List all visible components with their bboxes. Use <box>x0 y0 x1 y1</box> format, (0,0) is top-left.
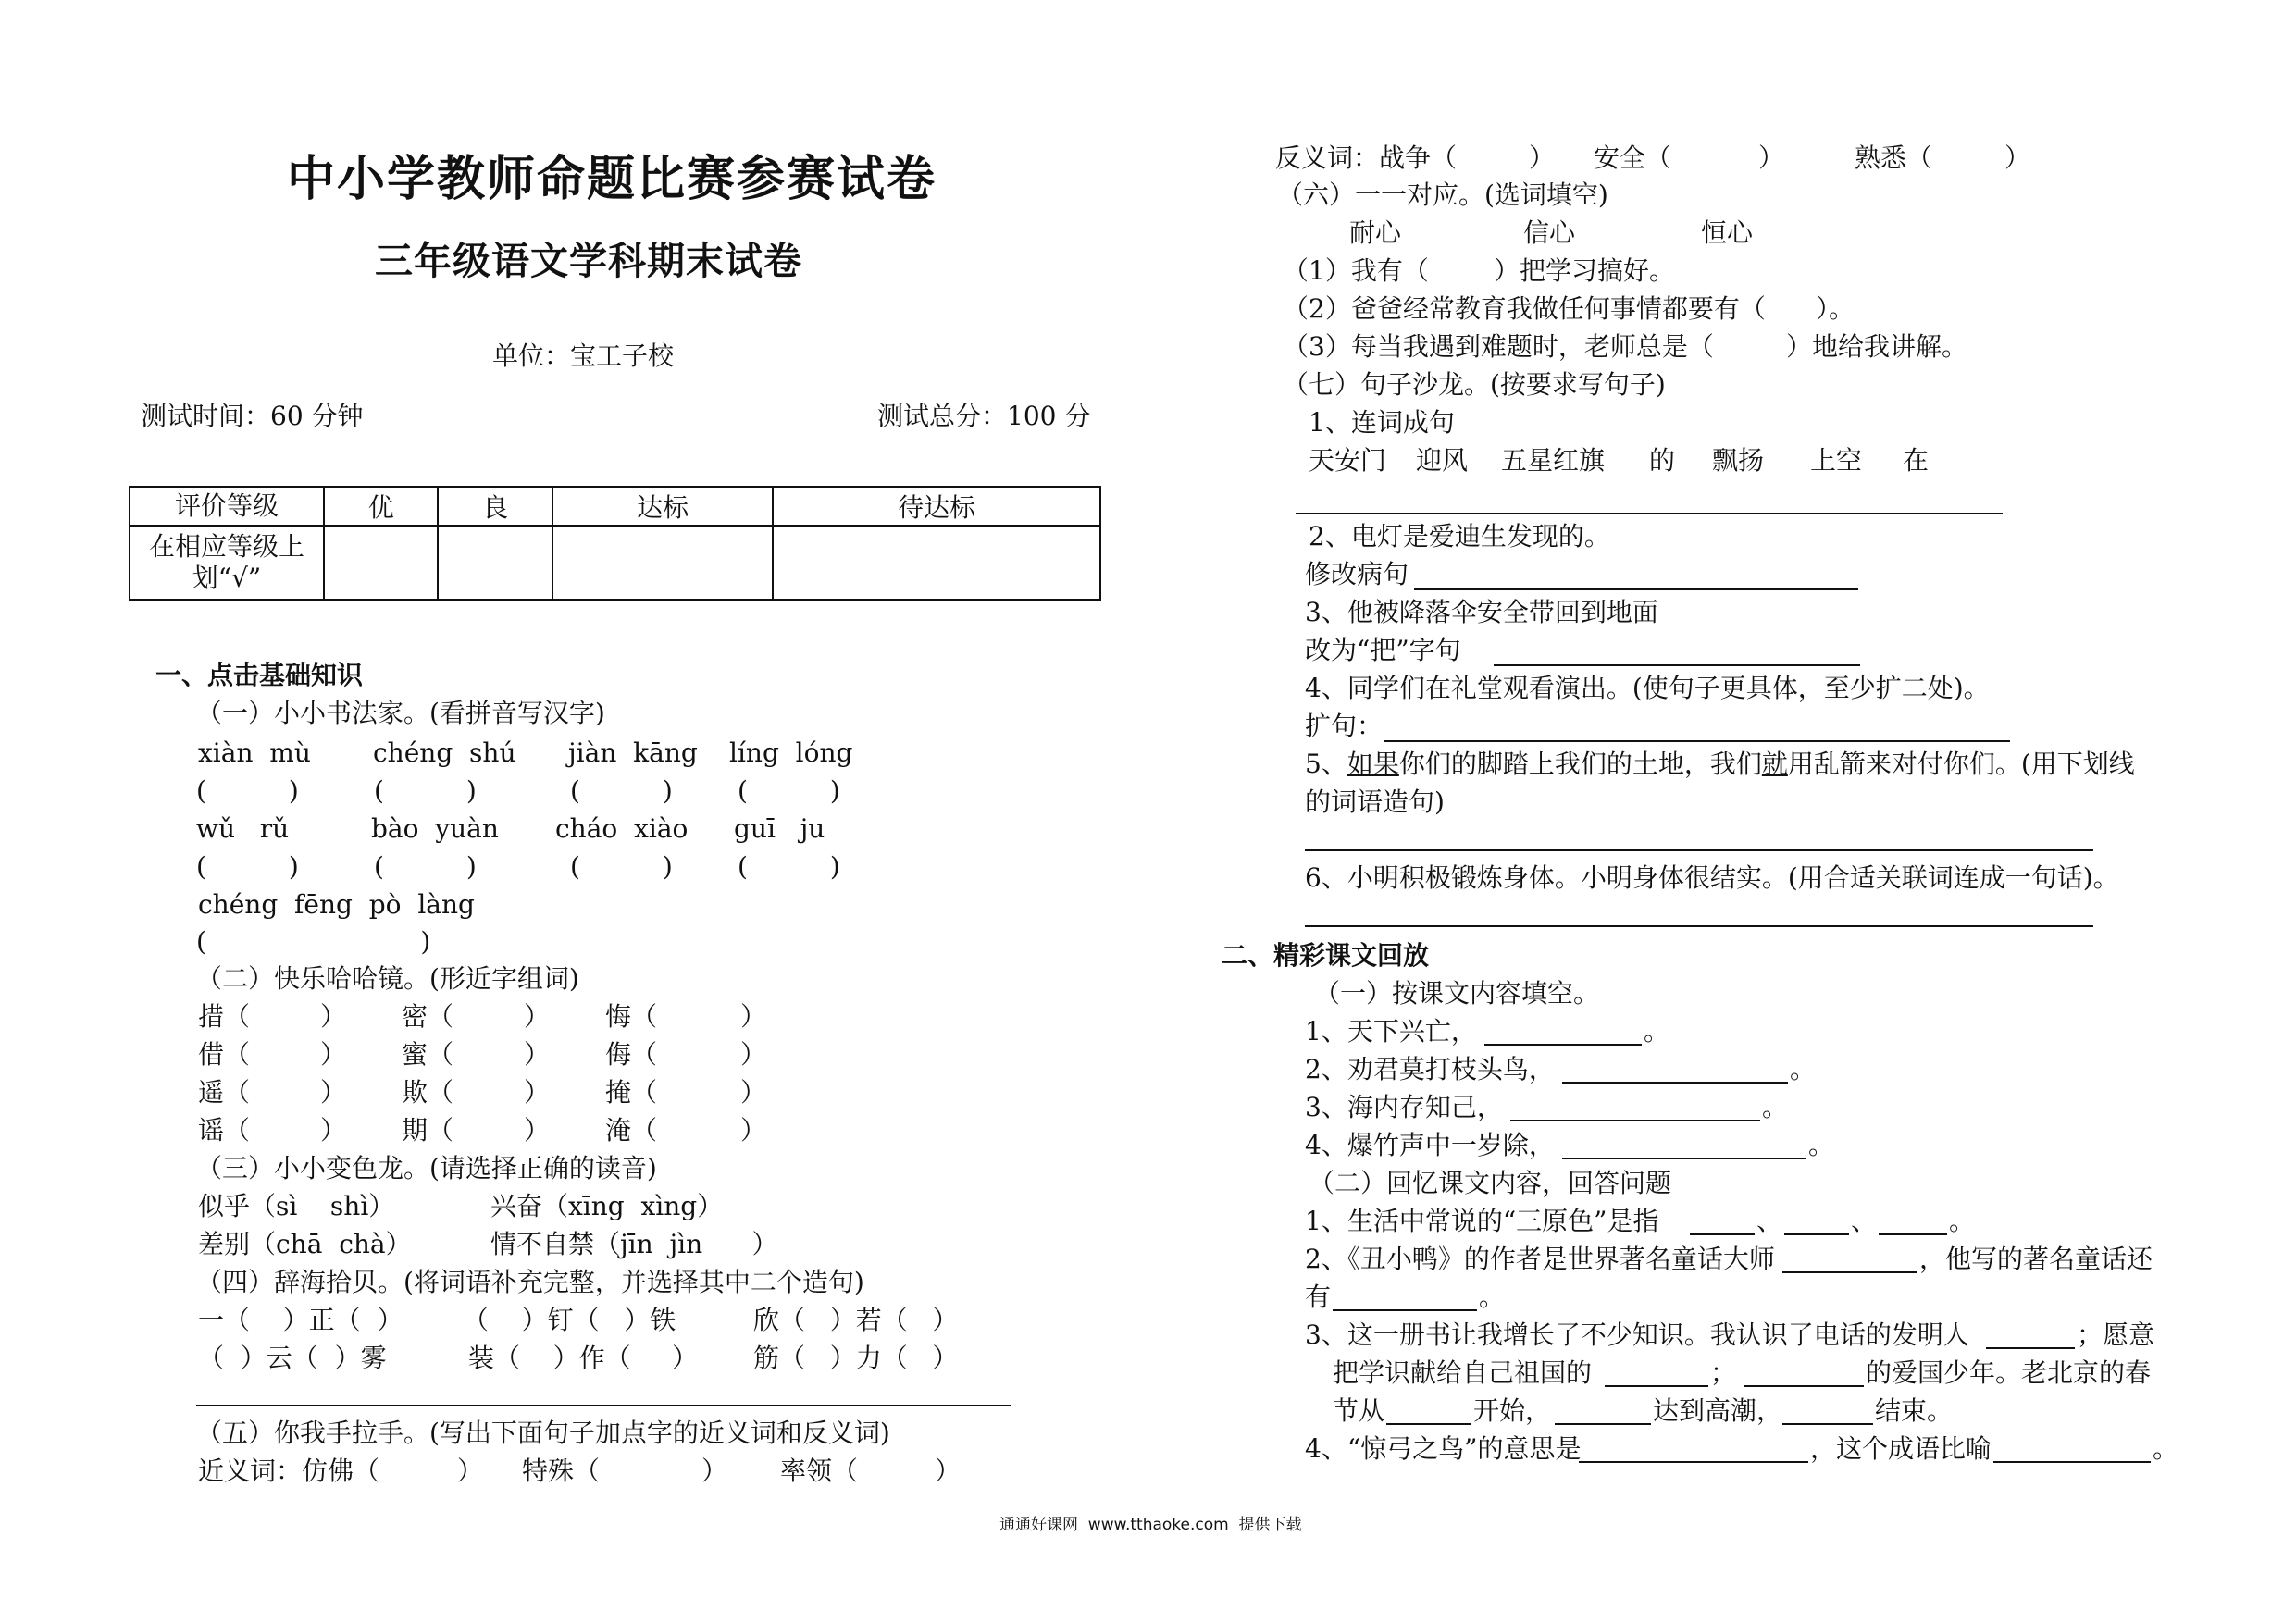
recall-text: 把学识献给自己祖国的 <box>1333 1357 1593 1388</box>
fill-sentence: ）。 <box>1816 293 1855 324</box>
char-paren[interactable]: ） <box>740 1001 767 1032</box>
recall-text: 有 <box>1305 1282 1332 1312</box>
q7-item: 2、电灯是爱迪生发现的。 <box>1309 521 1610 551</box>
fill-sentence: ）把学习搞好。 <box>1494 255 1676 286</box>
s2-q1-title: （一）按课文内容填空。 <box>1314 978 1600 1009</box>
answer-blank[interactable]: ( ) <box>196 926 431 957</box>
antonym-paren[interactable]: ） <box>2004 142 2031 173</box>
recall-text: 结束。 <box>1875 1395 1954 1426</box>
answer-line[interactable] <box>1562 1082 1788 1084</box>
poem-line: 4、爆竹声中一岁除， <box>1305 1130 1555 1160</box>
grade-row-label <box>130 526 324 600</box>
char-item: 欺（ <box>402 1077 454 1108</box>
recall-text: 3、这一册书让我增长了不少知识。我认识了电话的发明人 <box>1305 1319 1969 1350</box>
answer-line[interactable] <box>1605 1385 1708 1387</box>
jumbled-word: 的 <box>1649 445 1676 476</box>
synonym-label: 率领（ <box>780 1456 859 1486</box>
char-paren[interactable]: ） <box>320 1039 347 1070</box>
reading-item[interactable]: 似乎（sì shì） <box>198 1191 395 1221</box>
char-item: 遥（ <box>198 1077 251 1108</box>
section-1-title: 一、点击基础知识 <box>155 660 364 690</box>
char-paren[interactable]: ） <box>524 1115 551 1146</box>
answer-line[interactable] <box>1986 1347 2075 1349</box>
q7-item: 4、同学们在礼堂观看演出。(使句子更具体，至少扩二处)。 <box>1305 673 1990 703</box>
recall-text: ； <box>1710 1357 1737 1388</box>
grade-cell[interactable] <box>552 526 774 600</box>
q3-title: （三）小小变色龙。(请选择正确的读音) <box>196 1153 657 1183</box>
answer-line[interactable] <box>1414 588 1858 590</box>
q7-5-part: 5、 <box>1305 749 1347 779</box>
q7-item-label: 修改病句 <box>1305 559 1409 589</box>
char-paren[interactable]: ） <box>320 1115 347 1146</box>
answer-blank[interactable]: ( ) <box>738 851 840 882</box>
answer-line[interactable] <box>1555 1423 1651 1425</box>
idiom-item[interactable]: 筋（ ）力（ ） <box>753 1343 959 1373</box>
grade-header: 良 <box>438 487 552 526</box>
q7-item-label: 扩句： <box>1305 711 1384 741</box>
jumbled-word: 迎风 <box>1416 445 1469 476</box>
grade-row-label-line1: 在相应等级上 <box>148 531 304 563</box>
recall-text: 节从 <box>1333 1395 1385 1426</box>
test-total: 测试总分：100 分 <box>877 401 1091 431</box>
char-item: 借（ <box>198 1039 251 1070</box>
recall-text: 。 <box>1479 1282 1506 1312</box>
answer-line[interactable] <box>1296 513 2003 514</box>
answer-line[interactable] <box>1782 1271 1917 1273</box>
answer-line[interactable] <box>1333 1309 1477 1311</box>
recall-text: 开始， <box>1473 1395 1552 1426</box>
reading-item[interactable]: 差别（chā chà） <box>198 1229 412 1259</box>
answer-blank[interactable]: ( ) <box>738 775 840 806</box>
s2-q2-title: （二）回忆课文内容，回答问题 <box>1309 1168 1672 1198</box>
answer-line[interactable] <box>1494 664 1860 666</box>
recall-text: 4、“惊弓之鸟”的意思是 <box>1305 1433 1582 1464</box>
idiom-item[interactable]: 装（ ）作（ ） <box>468 1343 699 1373</box>
char-paren[interactable]: ） <box>524 1001 551 1032</box>
poem-end: 。 <box>1808 1130 1835 1160</box>
recall-text: 1、生活中常说的“三原色”是指 <box>1305 1206 1659 1236</box>
word-option: 信心 <box>1523 217 1576 248</box>
char-item: 密（ <box>402 1001 454 1032</box>
antonym-label: 安全（ <box>1594 142 1672 173</box>
q1-title: （一）小小书法家。(看拼音写汉字) <box>196 698 605 728</box>
answer-line[interactable] <box>1305 849 2093 851</box>
grade-cell[interactable] <box>773 526 1100 600</box>
reading-item[interactable]: 兴奋（xīng xìng） <box>490 1191 724 1221</box>
answer-blank[interactable]: ( ) <box>196 775 299 806</box>
idiom-item[interactable]: （ ）钉（ ）铁 <box>463 1305 676 1335</box>
idiom-item[interactable]: 欣（ ）若（ ） <box>753 1305 959 1335</box>
grade-table <box>129 486 1101 601</box>
poem-end: 。 <box>1762 1092 1789 1122</box>
grade-header: 优 <box>324 487 438 526</box>
answer-line[interactable] <box>1690 1233 1755 1235</box>
fill-sentence: （3）每当我遇到难题时，老师总是（ <box>1283 331 1714 362</box>
jumbled-word: 飘扬 <box>1712 445 1765 476</box>
grade-header: 评价等级 <box>130 487 324 526</box>
underlined-word: 如果 <box>1347 749 1399 779</box>
synonym-label: 特殊（ <box>522 1456 601 1486</box>
pinyin: jiàn kāng <box>568 737 698 768</box>
answer-line[interactable] <box>1386 1423 1471 1425</box>
char-item: 蜜（ <box>402 1039 454 1070</box>
poem-line: 2、劝君莫打枝头鸟， <box>1305 1054 1555 1084</box>
exam-subtitle: 三年级语文学科期末试卷 <box>375 239 802 283</box>
fill-sentence: （2）爸爸经常教育我做任何事情都要有（ <box>1283 293 1766 324</box>
fill-sentence: ）地给我讲解。 <box>1786 331 1968 362</box>
q7-item-5 <box>1305 751 2135 777</box>
q7-item-5-cont: 的词语造句) <box>1305 787 1445 817</box>
section-2-title: 二、精彩课文回放 <box>1222 940 1430 971</box>
antonym-paren[interactable]: ） <box>1758 142 1785 173</box>
answer-line[interactable] <box>1782 1423 1873 1425</box>
recall-text: 的爱国少年。老北京的春 <box>1866 1357 2152 1388</box>
grade-cell[interactable] <box>324 526 438 600</box>
q7-item: 1、连词成句 <box>1309 407 1455 438</box>
answer-line[interactable] <box>1579 1461 1808 1463</box>
recall-text: 2、《丑小鸭》的作者是世界著名童话大师 <box>1305 1244 1775 1274</box>
answer-line[interactable] <box>1510 1120 1760 1121</box>
answer-line[interactable] <box>1879 1233 1947 1235</box>
answer-line[interactable] <box>1484 1044 1642 1046</box>
grade-header: 待达标 <box>773 487 1100 526</box>
grade-row-label-line2: 划“√” <box>192 563 262 593</box>
pinyin: guī ju <box>734 813 825 844</box>
char-item: 掩（ <box>605 1077 658 1108</box>
synonym-label: 近义词：仿佛（ <box>198 1456 380 1486</box>
answer-blank[interactable]: ( ) <box>374 851 477 882</box>
answer-line[interactable] <box>1305 925 2093 927</box>
char-paren[interactable]: ） <box>740 1039 767 1070</box>
idiom-item[interactable]: （ ）云（ ）雾 <box>198 1343 387 1373</box>
antonym-paren[interactable]: ） <box>1529 142 1556 173</box>
q7-item-label: 改为“把”字句 <box>1305 635 1461 665</box>
antonym-label: 熟悉（ <box>1855 142 1933 173</box>
q2-title: （二）快乐哈哈镜。(形近字组词) <box>196 963 579 994</box>
answer-blank[interactable]: ( ) <box>570 851 673 882</box>
q4-title: （四）辞海拾贝。(将词语补充完整，并选择其中二个造句) <box>196 1267 864 1297</box>
char-paren[interactable]: ） <box>524 1077 551 1108</box>
recall-text: 、 <box>1851 1206 1878 1236</box>
recall-text: ，这个成语比喻 <box>1810 1433 1992 1464</box>
jumbled-word: 上空 <box>1810 445 1863 476</box>
q5-title: （五）你我手拉手。(写出下面句子加点字的近义词和反义词) <box>196 1418 890 1448</box>
reading-item[interactable]: 情不自禁（jīn jìn ） <box>490 1229 778 1259</box>
char-paren[interactable]: ） <box>320 1077 347 1108</box>
answer-line[interactable] <box>1784 1233 1849 1235</box>
idiom-item[interactable]: 一（ ）正（ ） <box>198 1305 403 1335</box>
q7-title: （七）句子沙龙。(按要求写句子) <box>1283 369 1666 400</box>
test-time: 测试时间：60 分钟 <box>141 401 364 431</box>
fill-sentence: （1）我有（ <box>1283 255 1429 286</box>
recall-text: ，他写的著名童话还 <box>1919 1244 2153 1274</box>
word-option: 耐心 <box>1349 217 1402 248</box>
exam-title: 中小学教师命题比赛参赛试卷 <box>287 151 937 207</box>
answer-line[interactable] <box>1993 1461 2151 1463</box>
synonym-paren[interactable]: ） <box>701 1456 728 1486</box>
recall-text: ；愿意 <box>2077 1319 2155 1350</box>
recall-text: 达到高潮， <box>1653 1395 1783 1426</box>
poem-line: 3、海内存知己， <box>1305 1092 1503 1122</box>
recall-text: 。 <box>1949 1206 1976 1236</box>
char-item: 淹（ <box>605 1115 658 1146</box>
school-unit: 单位：宝工子校 <box>492 341 675 371</box>
char-paren[interactable]: ） <box>320 1001 347 1032</box>
poem-end: 。 <box>1644 1016 1670 1047</box>
underlined-word: 就 <box>1761 749 1788 779</box>
q7-item: 3、他被降落伞安全带回到地面 <box>1305 597 1658 627</box>
char-paren[interactable]: ） <box>740 1077 767 1108</box>
q7-5-part: 用乱箭来对付你们。(用下划线 <box>1787 749 2135 779</box>
answer-blank[interactable]: ( ) <box>374 775 477 806</box>
answer-line[interactable] <box>1744 1385 1864 1387</box>
pinyin: líng lóng <box>729 737 853 768</box>
pinyin: chéng shú <box>373 737 516 768</box>
grade-cell[interactable] <box>438 526 552 600</box>
jumbled-word: 天安门 <box>1309 445 1387 476</box>
synonym-paren[interactable]: ） <box>935 1456 962 1486</box>
char-paren[interactable]: ） <box>524 1039 551 1070</box>
pinyin: xiàn mù <box>198 737 311 768</box>
pinyin: bào yuàn <box>371 813 499 844</box>
answer-blank[interactable]: ( ) <box>196 851 299 882</box>
answer-line[interactable] <box>196 1405 1011 1406</box>
poem-line: 1、天下兴亡， <box>1305 1016 1477 1047</box>
char-paren[interactable]: ） <box>740 1115 767 1146</box>
char-item: 谣（ <box>198 1115 251 1146</box>
synonym-paren[interactable]: ） <box>457 1456 484 1486</box>
answer-line[interactable] <box>1562 1158 1806 1159</box>
answer-blank[interactable]: ( ) <box>570 775 673 806</box>
recall-text: 。 <box>2153 1433 2179 1464</box>
answer-line[interactable] <box>1384 740 2010 742</box>
jumbled-word: 在 <box>1903 445 1930 476</box>
char-item: 期（ <box>402 1115 454 1146</box>
jumbled-word: 五星红旗 <box>1501 445 1606 476</box>
char-item: 侮（ <box>605 1039 658 1070</box>
q6-title: （六）一一对应。(选词填空) <box>1277 180 1608 210</box>
char-item: 悔（ <box>605 1001 658 1032</box>
pinyin: wǔ rǔ <box>196 813 290 844</box>
poem-end: 。 <box>1790 1054 1817 1084</box>
antonym-label: 反义词：战争（ <box>1275 142 1458 173</box>
q7-item: 6、小明积极锻炼身体。小明身体很结实。(用合适关联词连成一句话)。 <box>1305 862 2119 893</box>
pinyin: cháo xiào <box>555 813 689 844</box>
grade-header: 达标 <box>552 487 774 526</box>
recall-text: 、 <box>1756 1206 1783 1236</box>
word-option: 恒心 <box>1701 217 1754 248</box>
pinyin: chéng fēng pò làng <box>198 889 475 920</box>
char-item: 措（ <box>198 1001 251 1032</box>
q7-5-part: 你们的脚踏上我们的土地，我们 <box>1398 749 1762 779</box>
page-footer: 通通好课网 www.tthaoke.com 提供下载 <box>999 1516 1302 1534</box>
